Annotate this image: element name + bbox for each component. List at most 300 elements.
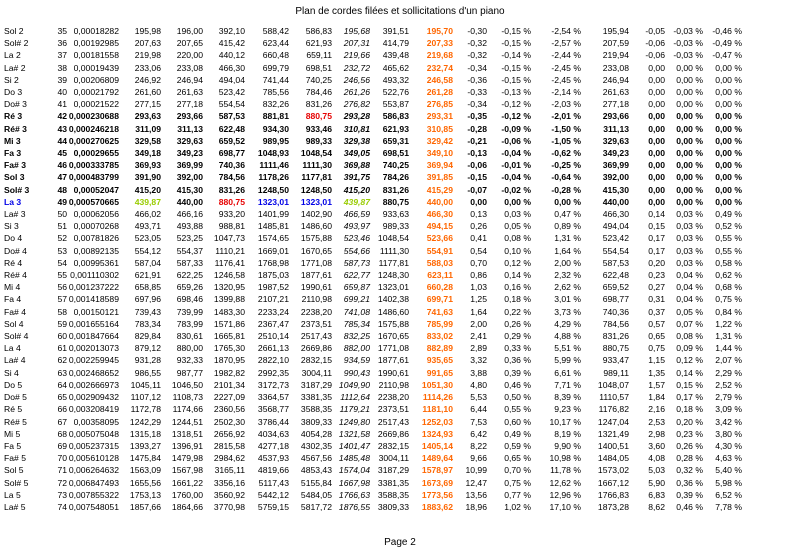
note-name-cell: Sol 5 bbox=[4, 465, 24, 476]
table-cell: 39 bbox=[57, 74, 67, 85]
note-name-cell: Do# 3 bbox=[4, 99, 27, 110]
table-cell: 1248,30 bbox=[377, 270, 409, 281]
table-cell: 3,01 % bbox=[554, 294, 581, 305]
table-cell: 0,46 % bbox=[504, 379, 531, 390]
table-row bbox=[4, 306, 742, 318]
table-cell: 246,56 bbox=[343, 74, 370, 85]
table-cell: 0,00 % bbox=[504, 196, 531, 207]
table-cell: 4,29 % bbox=[554, 318, 581, 329]
table-cell: 4302,35 bbox=[300, 440, 332, 451]
table-cell: 0,00 % bbox=[676, 62, 703, 73]
table-cell: 0,00 bbox=[648, 62, 665, 73]
table-cell: -0,46 % bbox=[712, 26, 742, 36]
table-cell: 4054,28 bbox=[300, 428, 332, 439]
table-row bbox=[4, 391, 742, 403]
table-cell: 1571,86 bbox=[213, 318, 245, 329]
table-cell: 1405,14 bbox=[421, 440, 453, 451]
table-cell: 698,51 bbox=[305, 62, 332, 73]
table-cell: 349,10 bbox=[426, 148, 453, 159]
table-cell: 493,32 bbox=[382, 74, 409, 85]
table-cell: 391,75 bbox=[343, 172, 370, 183]
table-cell: 699,79 bbox=[262, 62, 289, 73]
table-cell: 0,00 % bbox=[676, 160, 703, 171]
table-cell: 494,04 bbox=[218, 74, 245, 85]
note-name-cell: Si 2 bbox=[4, 74, 19, 85]
note-name-cell: Fa# 5 bbox=[4, 453, 26, 464]
table-cell: 0,08 % bbox=[676, 331, 703, 342]
table-cell: 195,94 bbox=[602, 26, 629, 36]
table-cell: 3356,16 bbox=[213, 477, 245, 488]
table-cell: 553,87 bbox=[382, 99, 409, 110]
table-cell: 233,06 bbox=[134, 62, 161, 73]
table-cell: -2,45 % bbox=[551, 74, 581, 85]
table-cell: -0,14 % bbox=[501, 50, 531, 61]
table-cell: 1110,57 bbox=[599, 392, 629, 403]
table-cell: 5,51 % bbox=[554, 343, 581, 354]
table-cell: 0,00 % bbox=[715, 196, 742, 207]
table-cell: 3786,44 bbox=[257, 416, 289, 427]
table-cell: 3004,11 bbox=[301, 367, 332, 378]
table-cell: 698,77 bbox=[218, 148, 245, 159]
table-cell: 261,28 bbox=[426, 87, 453, 98]
table-cell: 0,14 % bbox=[676, 367, 703, 378]
table-row bbox=[4, 318, 742, 330]
table-cell: -2,01 % bbox=[551, 111, 581, 122]
table-cell: 1485,48 bbox=[338, 453, 370, 464]
table-cell: 71 bbox=[57, 465, 67, 476]
table-cell: 0,00 % bbox=[715, 123, 742, 134]
table-cell: 349,18 bbox=[134, 148, 161, 159]
table-cell: 52 bbox=[57, 233, 67, 244]
table-row bbox=[4, 464, 742, 476]
table-cell: 785,99 bbox=[426, 318, 453, 329]
note-name-cell: Do# 5 bbox=[4, 392, 27, 403]
table-cell: 207,63 bbox=[134, 38, 161, 49]
table-cell: 466,02 bbox=[134, 209, 161, 220]
table-cell: 1857,66 bbox=[129, 501, 161, 512]
table-cell: 1048,54 bbox=[377, 233, 409, 244]
table-cell: 0,00 % bbox=[715, 74, 742, 85]
table-cell: 3165,11 bbox=[214, 465, 245, 476]
note-name-cell: Do 4 bbox=[4, 233, 23, 244]
table-cell: 0,41 bbox=[470, 233, 487, 244]
table-cell: 246,92 bbox=[134, 74, 161, 85]
table-cell: 5484,05 bbox=[300, 489, 332, 500]
table-cell: 0,00 bbox=[648, 172, 665, 183]
table-cell: 2502,30 bbox=[213, 416, 245, 427]
page-title: Plan de cordes filées et sollicitations d'un piano bbox=[295, 6, 505, 17]
table-cell: 0,00019439 bbox=[73, 62, 119, 73]
table-cell: 622,48 bbox=[602, 270, 629, 281]
table-cell: 5,53 bbox=[470, 392, 487, 403]
table-cell: 440,00 bbox=[602, 196, 629, 207]
table-cell: 233,08 bbox=[602, 62, 629, 73]
table-cell: 0,04 % bbox=[676, 270, 703, 281]
table-cell: 1655,56 bbox=[129, 477, 161, 488]
table-cell: 1174,66 bbox=[172, 404, 203, 415]
table-cell: 439,87 bbox=[134, 196, 161, 207]
table-cell: -0,36 bbox=[467, 74, 487, 85]
table-cell: 3,32 bbox=[470, 355, 487, 366]
table-cell: 3381,35 bbox=[300, 392, 332, 403]
table-cell: 9,23 % bbox=[554, 404, 581, 415]
note-name-cell: Ré# 4 bbox=[4, 270, 27, 281]
table-cell: 587,53 bbox=[602, 257, 629, 268]
table-cell: 0,36 % bbox=[504, 355, 531, 366]
table-cell: 310,85 bbox=[426, 123, 453, 134]
table-cell: -0,05 bbox=[645, 26, 665, 36]
table-cell: 1,15 bbox=[648, 355, 665, 366]
table-cell: 523,05 bbox=[134, 233, 161, 244]
table-cell: 0,000483799 bbox=[68, 172, 119, 183]
table-cell: 369,93 bbox=[134, 160, 161, 171]
table-cell: 219,94 bbox=[602, 50, 629, 61]
note-name-cell: Fa# 4 bbox=[4, 306, 26, 317]
note-name-cell: Ré 4 bbox=[4, 257, 23, 268]
table-cell: 0,86 bbox=[470, 270, 487, 281]
table-cell: 329,42 bbox=[426, 135, 453, 146]
table-cell: 933,63 bbox=[382, 209, 409, 220]
table-cell: -0,49 % bbox=[712, 38, 742, 49]
table-cell: 65 bbox=[57, 392, 67, 403]
table-cell: 1048,93 bbox=[257, 148, 289, 159]
table-cell: 6,42 bbox=[470, 428, 487, 439]
table-cell: 1,25 bbox=[470, 294, 487, 305]
table-cell: 783,99 bbox=[176, 318, 203, 329]
table-cell: 369,99 bbox=[602, 160, 629, 171]
note-name-cell: Do 3 bbox=[4, 87, 23, 98]
table-row bbox=[4, 269, 742, 281]
table-cell: 831,26 bbox=[602, 331, 629, 342]
table-cell: 0,32 % bbox=[676, 465, 703, 476]
table-row bbox=[4, 25, 742, 37]
table-cell: 523,46 bbox=[343, 233, 370, 244]
table-cell: 51 bbox=[57, 221, 67, 232]
table-cell: -0,25 % bbox=[551, 160, 581, 171]
table-cell: 0,002909432 bbox=[68, 392, 119, 403]
table-cell: -0,15 % bbox=[501, 62, 531, 73]
table-cell: 0,26 % bbox=[676, 440, 703, 451]
table-cell: 1046,50 bbox=[171, 379, 203, 390]
table-cell: 1773,56 bbox=[421, 489, 453, 500]
table-cell: 5817,72 bbox=[300, 501, 332, 512]
table-cell: 0,00 % bbox=[676, 135, 703, 146]
table-cell: 2,29 % bbox=[715, 367, 742, 378]
table-cell: 989,95 bbox=[262, 135, 289, 146]
table-cell: 293,66 bbox=[602, 111, 629, 122]
table-row bbox=[4, 98, 742, 110]
table-cell: 58 bbox=[57, 306, 67, 317]
table-cell: 0,00021792 bbox=[73, 87, 119, 98]
table-cell: 61 bbox=[57, 343, 67, 354]
table-cell: 1753,13 bbox=[129, 489, 161, 500]
table-cell: 784,46 bbox=[305, 87, 332, 98]
table-cell: 0,00 % bbox=[676, 99, 703, 110]
table-cell: 0,10 % bbox=[504, 245, 531, 256]
table-cell: 219,66 bbox=[343, 50, 370, 61]
table-cell: 1321,49 bbox=[597, 428, 629, 439]
table-cell: 466,59 bbox=[343, 209, 370, 220]
table-cell: 494,15 bbox=[426, 221, 453, 232]
table-cell: 622,48 bbox=[218, 123, 245, 134]
table-cell: 293,28 bbox=[343, 111, 370, 122]
table-cell: 1,03 bbox=[470, 282, 487, 293]
table-cell: 1401,99 bbox=[257, 209, 289, 220]
table-cell: 1567,98 bbox=[171, 465, 203, 476]
table-cell: 1108,73 bbox=[172, 392, 203, 403]
table-cell: 0,00 bbox=[648, 87, 665, 98]
table-cell: 0,52 % bbox=[715, 221, 742, 232]
table-cell: 0,00070268 bbox=[73, 221, 119, 232]
table-cell: 0,00 % bbox=[715, 160, 742, 171]
table-cell: 220,00 bbox=[176, 50, 203, 61]
table-cell: 1485,81 bbox=[257, 221, 289, 232]
table-cell: 0,49 % bbox=[715, 209, 742, 220]
table-cell: 5,99 % bbox=[554, 355, 581, 366]
table-cell: 0,03 % bbox=[676, 209, 703, 220]
table-cell: 0,000333785 bbox=[68, 160, 119, 171]
table-cell: 7,53 bbox=[470, 416, 487, 427]
table-cell: 3,88 bbox=[470, 367, 487, 378]
table-cell: 741,63 bbox=[426, 306, 453, 317]
table-cell: 8,39 % bbox=[554, 392, 581, 403]
table-cell: 232,72 bbox=[343, 62, 370, 73]
table-cell: 1873,28 bbox=[597, 501, 629, 512]
table-cell: 739,99 bbox=[176, 306, 203, 317]
table-cell: 659,31 bbox=[382, 135, 409, 146]
table-cell: 1176,41 bbox=[214, 257, 245, 268]
table-cell: 0,006847493 bbox=[68, 477, 119, 488]
table-cell: 832,25 bbox=[343, 331, 370, 342]
table-cell: 261,60 bbox=[134, 87, 161, 98]
table-cell: 11,78 % bbox=[550, 465, 581, 476]
table-cell: 1323,01 bbox=[257, 196, 289, 207]
table-cell: 261,26 bbox=[343, 87, 370, 98]
table-cell: 2110,98 bbox=[301, 294, 332, 305]
table-cell: 69 bbox=[57, 440, 67, 451]
table-cell: 2238,20 bbox=[377, 392, 409, 403]
table-cell: 0,26 % bbox=[504, 318, 531, 329]
note-name-cell: Sol# 3 bbox=[4, 184, 30, 195]
table-cell: 0,001418589 bbox=[68, 294, 119, 305]
note-name-cell: Mi 4 bbox=[4, 282, 21, 293]
table-cell: 739,43 bbox=[134, 306, 161, 317]
table-cell: 49 bbox=[57, 196, 67, 207]
table-cell: 10,99 bbox=[465, 465, 487, 476]
table-cell: 0,00781826 bbox=[73, 233, 119, 244]
table-cell: 0,00 bbox=[648, 196, 665, 207]
table-cell: 2,00 bbox=[470, 318, 487, 329]
table-cell: 56 bbox=[57, 282, 67, 293]
table-cell: 1248,50 bbox=[257, 184, 289, 195]
table-cell: 740,25 bbox=[305, 74, 332, 85]
note-name-cell: La# 4 bbox=[4, 355, 26, 366]
table-cell: 0,75 % bbox=[715, 294, 742, 305]
table-cell: 53 bbox=[57, 245, 67, 256]
table-cell: 2360,56 bbox=[213, 404, 245, 415]
table-cell: 59 bbox=[57, 318, 67, 329]
table-cell: 0,16 % bbox=[504, 282, 531, 293]
table-cell: 0,46 % bbox=[676, 501, 703, 512]
table-cell: 0,27 bbox=[648, 282, 665, 293]
table-cell: 622,25 bbox=[176, 270, 203, 281]
table-cell: 440,00 bbox=[176, 196, 203, 207]
table-cell: 466,30 bbox=[426, 209, 453, 220]
table-cell: 1051,30 bbox=[421, 379, 453, 390]
table-cell: 0,00 bbox=[648, 160, 665, 171]
table-cell: 0,005237315 bbox=[68, 440, 119, 451]
table-cell: 0,68 % bbox=[715, 282, 742, 293]
table-cell: 0,03 % bbox=[504, 209, 531, 220]
table-cell: 698,77 bbox=[602, 294, 629, 305]
table-row bbox=[4, 159, 742, 171]
table-cell: 3,73 % bbox=[554, 306, 581, 317]
table-cell: 36 bbox=[57, 38, 67, 49]
table-cell: 0,00358095 bbox=[73, 416, 119, 427]
table-cell: 1111,46 bbox=[259, 160, 289, 171]
table-cell: 0,000570665 bbox=[68, 196, 119, 207]
table-cell: 57 bbox=[57, 294, 67, 305]
table-cell: 0,12 % bbox=[676, 355, 703, 366]
table-cell: -0,03 % bbox=[673, 50, 703, 61]
table-cell: 659,11 bbox=[306, 50, 332, 61]
table-cell: 933,20 bbox=[218, 209, 245, 220]
table-cell: -0,32 bbox=[467, 38, 487, 49]
table-cell: 934,30 bbox=[262, 123, 289, 134]
table-cell: 1475,84 bbox=[129, 453, 161, 464]
table-cell: 47 bbox=[57, 172, 67, 183]
table-cell: 293,66 bbox=[176, 111, 203, 122]
table-cell: 1112,64 bbox=[340, 392, 370, 403]
table-cell: 0,70 bbox=[470, 257, 487, 268]
table-row bbox=[4, 501, 742, 513]
table-cell: 68 bbox=[57, 428, 67, 439]
table-cell: 989,33 bbox=[382, 221, 409, 232]
table-cell: 1990,61 bbox=[377, 367, 409, 378]
table-cell: 3588,35 bbox=[377, 489, 409, 500]
table-cell: 0,04 % bbox=[676, 282, 703, 293]
table-cell: 829,84 bbox=[134, 331, 161, 342]
table-cell: 0,006264632 bbox=[68, 465, 119, 476]
table-cell: 587,53 bbox=[218, 111, 245, 122]
table-cell: 55 bbox=[57, 270, 67, 281]
table-cell: 1,84 bbox=[648, 392, 665, 403]
note-name-cell: Sol 4 bbox=[4, 318, 24, 329]
table-cell: 1486,60 bbox=[377, 306, 409, 317]
note-name-cell: Sol# 2 bbox=[4, 38, 29, 49]
table-cell: 3568,77 bbox=[257, 404, 289, 415]
table-cell: 0,005610128 bbox=[68, 453, 119, 464]
table-cell: 0,00 bbox=[648, 111, 665, 122]
table-cell: 1,35 bbox=[648, 367, 665, 378]
table-cell: 466,30 bbox=[218, 62, 245, 73]
table-cell: 329,38 bbox=[343, 135, 370, 146]
table-cell: 1249,80 bbox=[338, 416, 370, 427]
table-cell: 415,30 bbox=[602, 184, 629, 195]
table-cell: 3809,33 bbox=[377, 501, 409, 512]
table-row bbox=[4, 293, 742, 305]
table-cell: 933,47 bbox=[602, 355, 629, 366]
table-cell: 0,62 % bbox=[715, 270, 742, 281]
table-cell: 0,65 bbox=[648, 331, 665, 342]
table-cell: 207,31 bbox=[343, 38, 370, 49]
table-cell: 293,31 bbox=[426, 111, 453, 122]
table-cell: 2517,43 bbox=[300, 331, 332, 342]
table-cell: -2,54 % bbox=[551, 26, 581, 36]
table-cell: 554,54 bbox=[218, 99, 245, 110]
table-cell: 72 bbox=[57, 477, 67, 488]
table-cell: 276,85 bbox=[426, 99, 453, 110]
table-cell: 1669,01 bbox=[257, 245, 289, 256]
table-cell: 465,62 bbox=[382, 62, 409, 73]
table-cell: 2367,47 bbox=[257, 318, 289, 329]
table-cell: 2669,86 bbox=[300, 343, 332, 354]
table-cell: 659,52 bbox=[602, 282, 629, 293]
table-cell: 991,65 bbox=[426, 367, 453, 378]
table-cell: -0,15 % bbox=[501, 38, 531, 49]
table-cell: 1323,01 bbox=[300, 196, 332, 207]
table-cell: 2227,09 bbox=[213, 392, 245, 403]
table-cell: 5,98 % bbox=[715, 477, 742, 488]
table-cell: 0,00 % bbox=[676, 196, 703, 207]
table-cell: 990,43 bbox=[343, 367, 370, 378]
table-cell: 622,77 bbox=[343, 270, 370, 281]
table-cell: 440,00 bbox=[426, 196, 453, 207]
table-cell: 369,94 bbox=[426, 160, 453, 171]
table-cell: 1,57 bbox=[648, 379, 665, 390]
note-name-cell: Si 4 bbox=[4, 367, 19, 378]
table-cell: 740,36 bbox=[218, 160, 245, 171]
table-cell: 0,03 % bbox=[676, 233, 703, 244]
table-cell: 246,58 bbox=[426, 74, 453, 85]
table-row bbox=[4, 428, 742, 440]
table-cell: -0,47 % bbox=[712, 50, 742, 61]
note-name-cell: Fa 4 bbox=[4, 294, 22, 305]
note-name-cell: Ré 5 bbox=[4, 404, 23, 415]
table-cell: 1875,03 bbox=[257, 270, 289, 281]
table-cell: 42 bbox=[57, 111, 67, 122]
table-cell: 219,68 bbox=[426, 50, 453, 61]
table-cell: 879,12 bbox=[134, 343, 161, 354]
table-cell: -0,06 bbox=[645, 50, 665, 61]
table-cell: 0,33 % bbox=[504, 343, 531, 354]
table-cell: 2832,15 bbox=[377, 440, 409, 451]
table-cell: 1242,29 bbox=[129, 416, 161, 427]
table-cell: -0,15 % bbox=[501, 26, 531, 36]
table-cell: 659,87 bbox=[343, 282, 370, 293]
table-cell: 246,94 bbox=[176, 74, 203, 85]
table-row bbox=[4, 379, 742, 391]
table-cell: 439,87 bbox=[343, 196, 370, 207]
table-cell: 8,22 bbox=[470, 440, 487, 451]
table-cell: 9,90 % bbox=[554, 440, 581, 451]
table-cell: 3770,98 bbox=[213, 501, 245, 512]
table-cell: 830,61 bbox=[176, 331, 203, 342]
table-cell: 881,81 bbox=[262, 111, 289, 122]
table-cell: -0,21 bbox=[467, 135, 487, 146]
table-cell: 0,15 % bbox=[676, 379, 703, 390]
table-cell: 784,26 bbox=[382, 172, 409, 183]
table-cell: 0,05 % bbox=[504, 221, 531, 232]
table-cell: -0,33 bbox=[467, 87, 487, 98]
table-cell: 986,55 bbox=[134, 367, 161, 378]
table-cell: 0,00 % bbox=[554, 196, 581, 207]
table-cell: 1489,64 bbox=[421, 453, 453, 464]
table-cell: 0,001847664 bbox=[68, 331, 119, 342]
table-cell: 5,90 bbox=[648, 477, 665, 488]
table-cell: 0,12 % bbox=[504, 257, 531, 268]
note-name-cell: La 5 bbox=[4, 489, 21, 500]
